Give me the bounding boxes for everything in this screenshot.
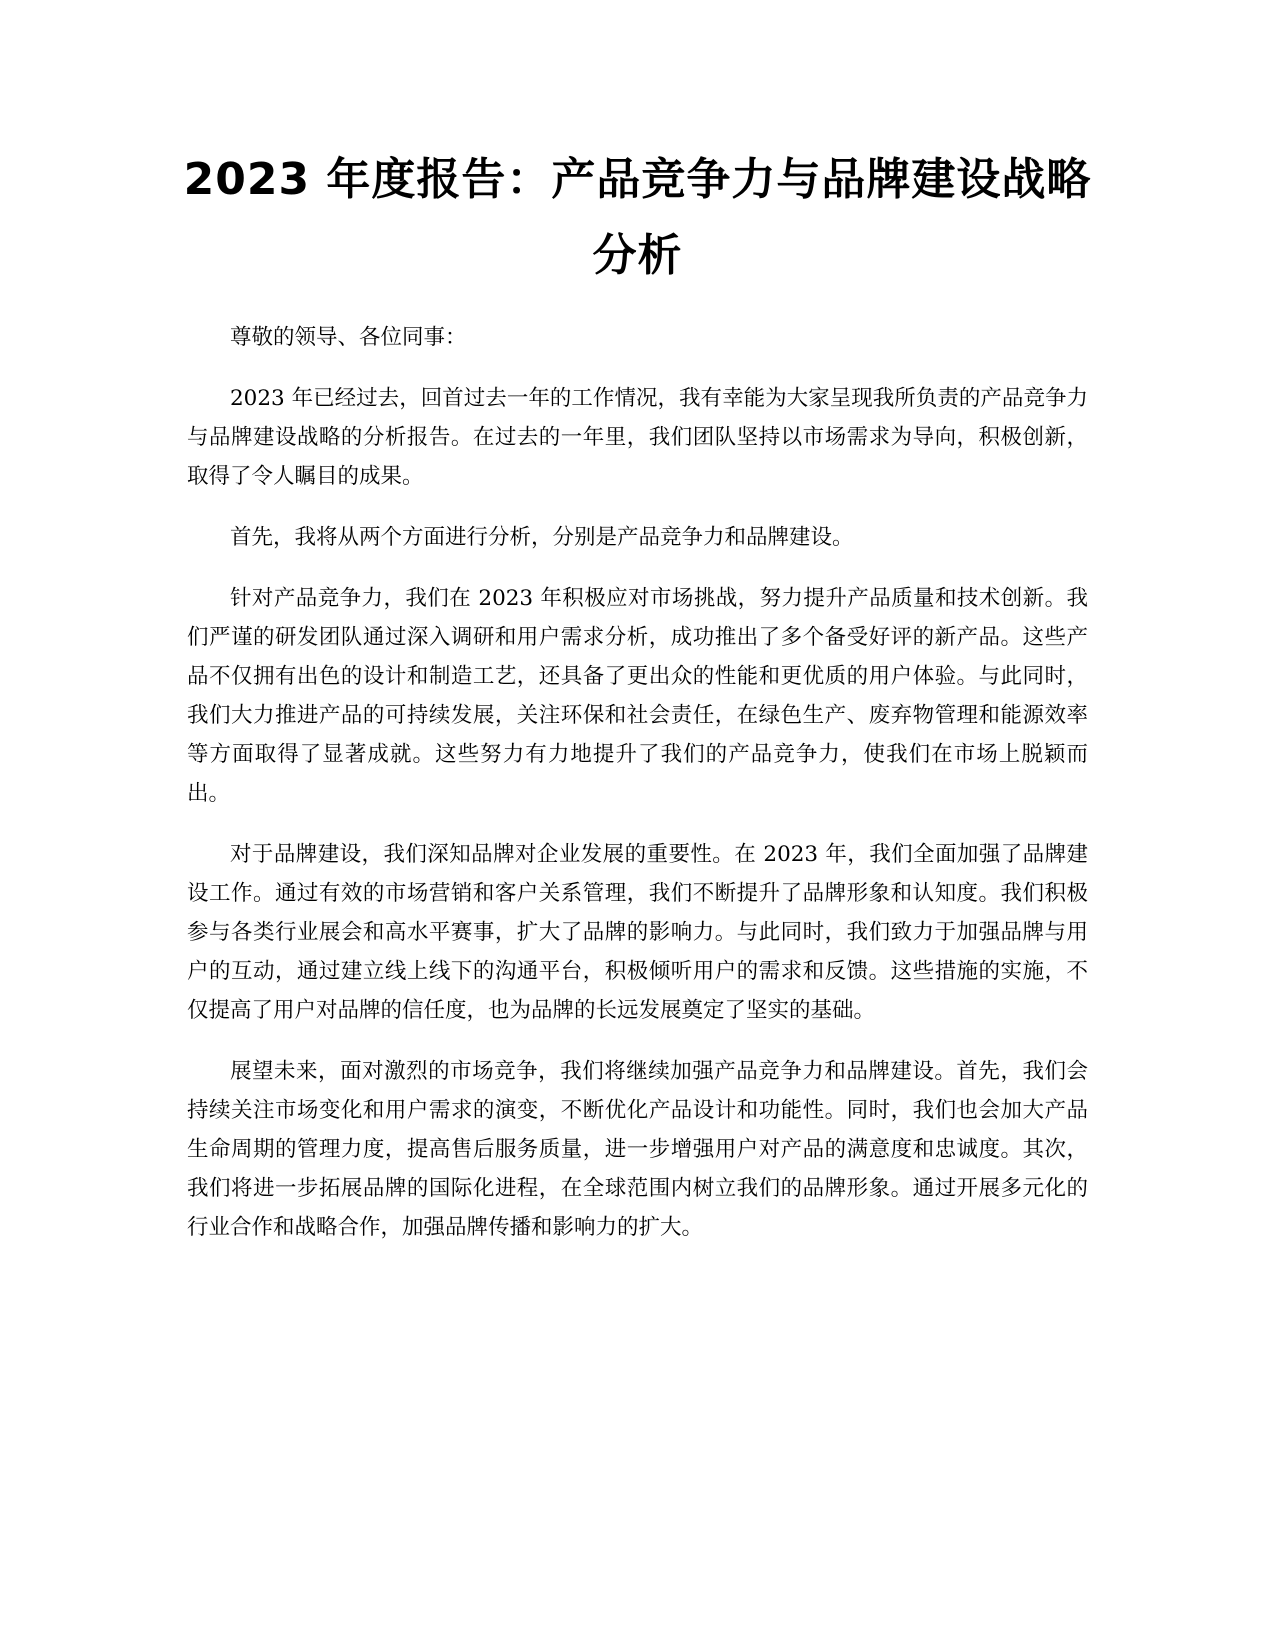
greeting-paragraph: 尊敬的领导、各位同事： (230, 325, 467, 350)
outline-paragraph: 首先，我将从两个方面进行分析，分别是产品竞争力和品牌建设。 (230, 525, 854, 550)
outlook-paragraph: 展望未来，面对激烈的市场竞争，我们将继续加强产品竞争力和品牌建设。首先，我们会持续关注市场变化和用户需求的演变，不断优化产品设计和功能性。同时，我们也会加大产品生命周期的管理力度，提高售后服务质量，进一步增强用户对产品的满意度和忠诚度。其次，我们将进一步拓展品牌的国际化进程，在全球范围内树立我们的品牌形象。通过开展多元化的行业合作和战略合作，加强品牌传播和影响力的扩大。 (187, 1059, 1088, 1240)
document-title (150, 142, 1125, 294)
document-body (187, 318, 1088, 1269)
product-competitiveness-paragraph: 针对产品竞争力，我们在 2023 年积极应对市场挑战，努力提升产品质量和技术创新。我们严谨的研发团队通过深入调研和用户需求分析，成功推出了多个备受好评的新产品。这些产品不仅拥有出色的设计和制造工艺，还具备了更出众的性能和更优质的用户体验。与此同时，我们大力推进产品的可持续发展，关注环保和社会责任，在绿色生产、废弃物管理和能源效率等方面取得了显著成就。这些努力有力地提升了我们的产品竞争力，使我们在市场上脱颖而出。 (187, 586, 1088, 806)
document-title-line-1: 2023 年度报告：产品竞争力与品牌建设战略 (183, 154, 1092, 205)
intro-paragraph: 2023 年已经过去，回首过去一年的工作情况，我有幸能为大家呈现我所负责的产品竞争力与品牌建设战略的分析报告。在过去的一年里，我们团队坚持以市场需求为导向，积极创新，取得了令人瞩目的成果。 (187, 386, 1088, 489)
brand-building-paragraph: 对于品牌建设，我们深知品牌对企业发展的重要性。在 2023 年，我们全面加强了品牌建设工作。通过有效的市场营销和客户关系管理，我们不断提升了品牌形象和认知度。我们积极参与各类行业展会和高水平赛事，扩大了品牌的影响力。与此同时，我们致力于加强品牌与用户的互动，通过建立线上线下的沟通平台，积极倾听用户的需求和反馈。这些措施的实施，不仅提高了用户对品牌的信任度，也为品牌的长远发展奠定了坚实的基础。 (187, 842, 1088, 1023)
document-title-line-2: 分析 (592, 230, 683, 281)
